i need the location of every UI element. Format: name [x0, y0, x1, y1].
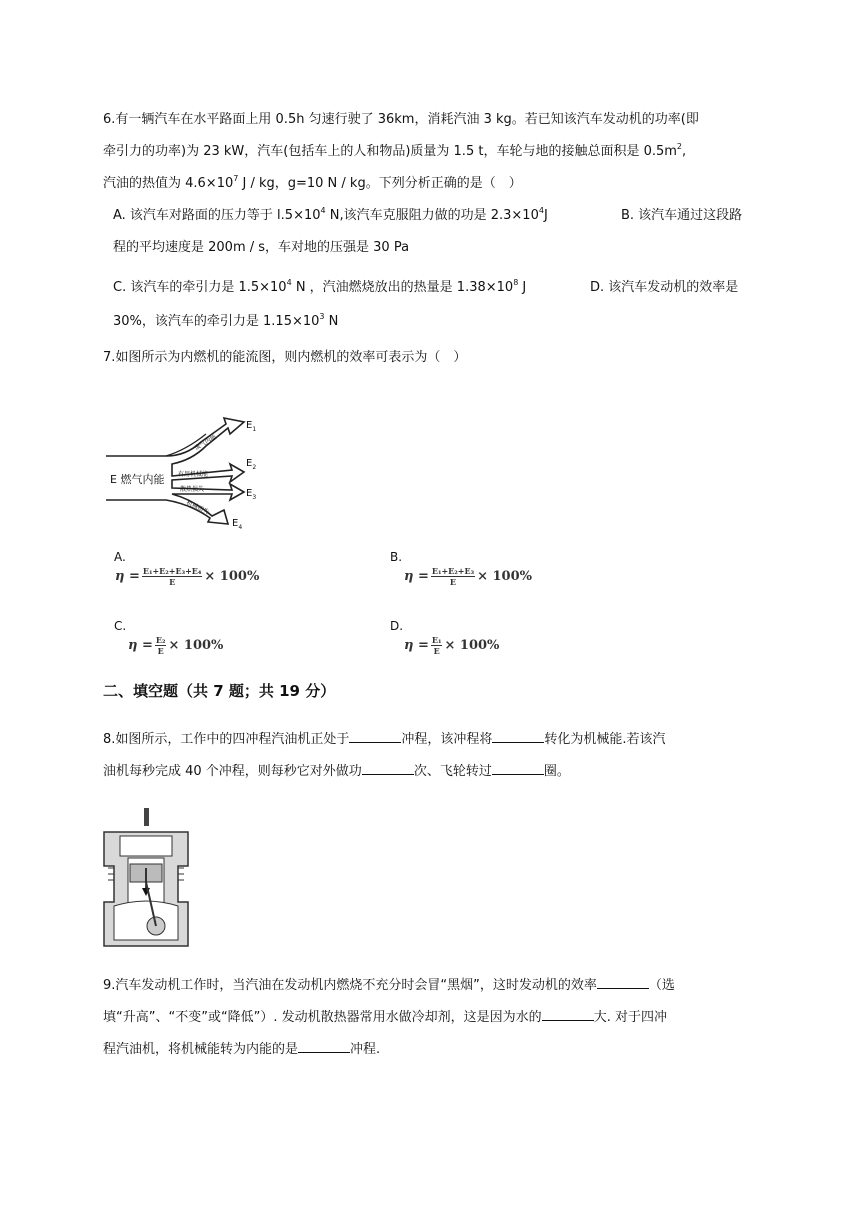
q6-stem-line1: 6.有一辆汽车在水平路面上用 0.5h 匀速行驶了 36km，消耗汽油 3 kg。若已知该汽车发动机的功率(即	[103, 112, 699, 127]
q9-line1: 9.汽车发动机工作时，当汽油在发动机内燃烧不充分时会冒“黑烟”，这时发动机的效率 （选	[103, 970, 675, 1002]
q7-option-a-label: A.	[114, 550, 126, 564]
q6-option-b: B. 该汽车通过这段路	[621, 208, 743, 223]
engine-svg	[100, 806, 192, 956]
band-mech-loss-label: 机械损失	[185, 499, 210, 516]
band-exhaust-label: 废气内能	[193, 433, 218, 452]
band-useful-label: 有用机械能	[178, 471, 209, 478]
q8-blank-3[interactable]	[362, 760, 414, 775]
q8-blank-2[interactable]	[492, 728, 544, 743]
q6-option-d: D. 该汽车发动机的效率是	[590, 280, 739, 295]
q7-option-c-label: C.	[114, 619, 127, 633]
q9-line3: 程汽油机，将机械能转为内能的是 冲程.	[103, 1034, 380, 1066]
q7-option-d-label: D.	[390, 619, 404, 633]
q9-blank-3[interactable]	[298, 1038, 350, 1053]
diagram-e3-label: $E_3$	[246, 488, 257, 501]
q9-blank-1[interactable]	[597, 974, 649, 989]
q6-stem-line2: 牵引力的功率)为 23 kW，汽车(包括车上的人和物品)质量为 1.5 t，车轮与地的接触总面积是 $0.5m^2$,	[103, 142, 687, 159]
q9-blank-2[interactable]	[542, 1006, 594, 1021]
energy-band-outline	[106, 418, 244, 524]
q8-line1: 8.如图所示，工作中的四冲程汽油机正处于 冲程，该冲程将 转化为机械能.若该汽	[103, 724, 666, 756]
band-heat-loss-label: 散热损失	[180, 486, 205, 493]
q7-stem: 7.如图所示为内燃机的能流图，则内燃机的效率可表示为（ ）	[103, 350, 467, 365]
q8-line2: 油机每秒完成 40 个冲程，则每秒它对外做功 次、飞轮转过 圈。	[103, 756, 570, 788]
q7-formula-d: η = $\frac{\text{E₁}}{E}$ × 100%	[404, 635, 500, 656]
diagram-e4-label: $E_4$	[232, 518, 243, 530]
q6-option-b-cont: 程的平均速度是 200m / s，车对地的压强是 30 Pa	[113, 240, 410, 255]
q6-stem-line3: 汽油的热值为 $4.6\times 10^7$ J / kg，g=10 N / kg。下列分析正确的是（ ）	[103, 174, 522, 191]
energy-flow-svg	[106, 404, 276, 530]
q6-option-a: A. 该汽车对路面的压力等于 $l.5\times 10^4$ N,该汽车克服阻力做的功是 $2.3\times 10^4J$	[113, 206, 548, 223]
q8-blank-1[interactable]	[349, 728, 401, 743]
diagram-e1-label: $E_1$	[246, 420, 257, 433]
q9-line2: 填“升高”、“不变”或“降低”）. 发动机散热器常用水做冷却剂，这是因为水的 大. 对于四冲	[103, 1002, 667, 1034]
energy-flow-diagram	[106, 404, 276, 530]
section-title: 二、填空题（共 7 题；共 19 分）	[103, 682, 336, 700]
q7-formula-b: η = $\frac{\text{E₁+E₂+E₃}}{E}$ × 100%	[404, 566, 533, 587]
q6-option-d-cont: 30%，该汽车的牵引力是 $1.15\times 10^3$ N	[113, 312, 339, 329]
q7-option-b-label: B.	[390, 550, 403, 564]
engine-cylinder-diagram	[100, 806, 192, 956]
q6-option-c: C. 该汽车的牵引力是 $1.5\times 10^4$ N ，汽油燃烧放出的热量是 $1.38\times 10^8$ J	[113, 278, 527, 295]
diagram-e2-label: $E_2$	[246, 458, 257, 471]
diagram-source-label: E 燃气内能	[110, 473, 165, 486]
q7-formula-a: η = $\frac{\text{E₁+E₂+E₃+E₄}}{E}$ × 100%	[115, 566, 260, 587]
q7-formula-c: η = $\frac{\text{E₂}}{E}$ × 100%	[128, 635, 224, 656]
q8-blank-4[interactable]	[492, 760, 544, 775]
